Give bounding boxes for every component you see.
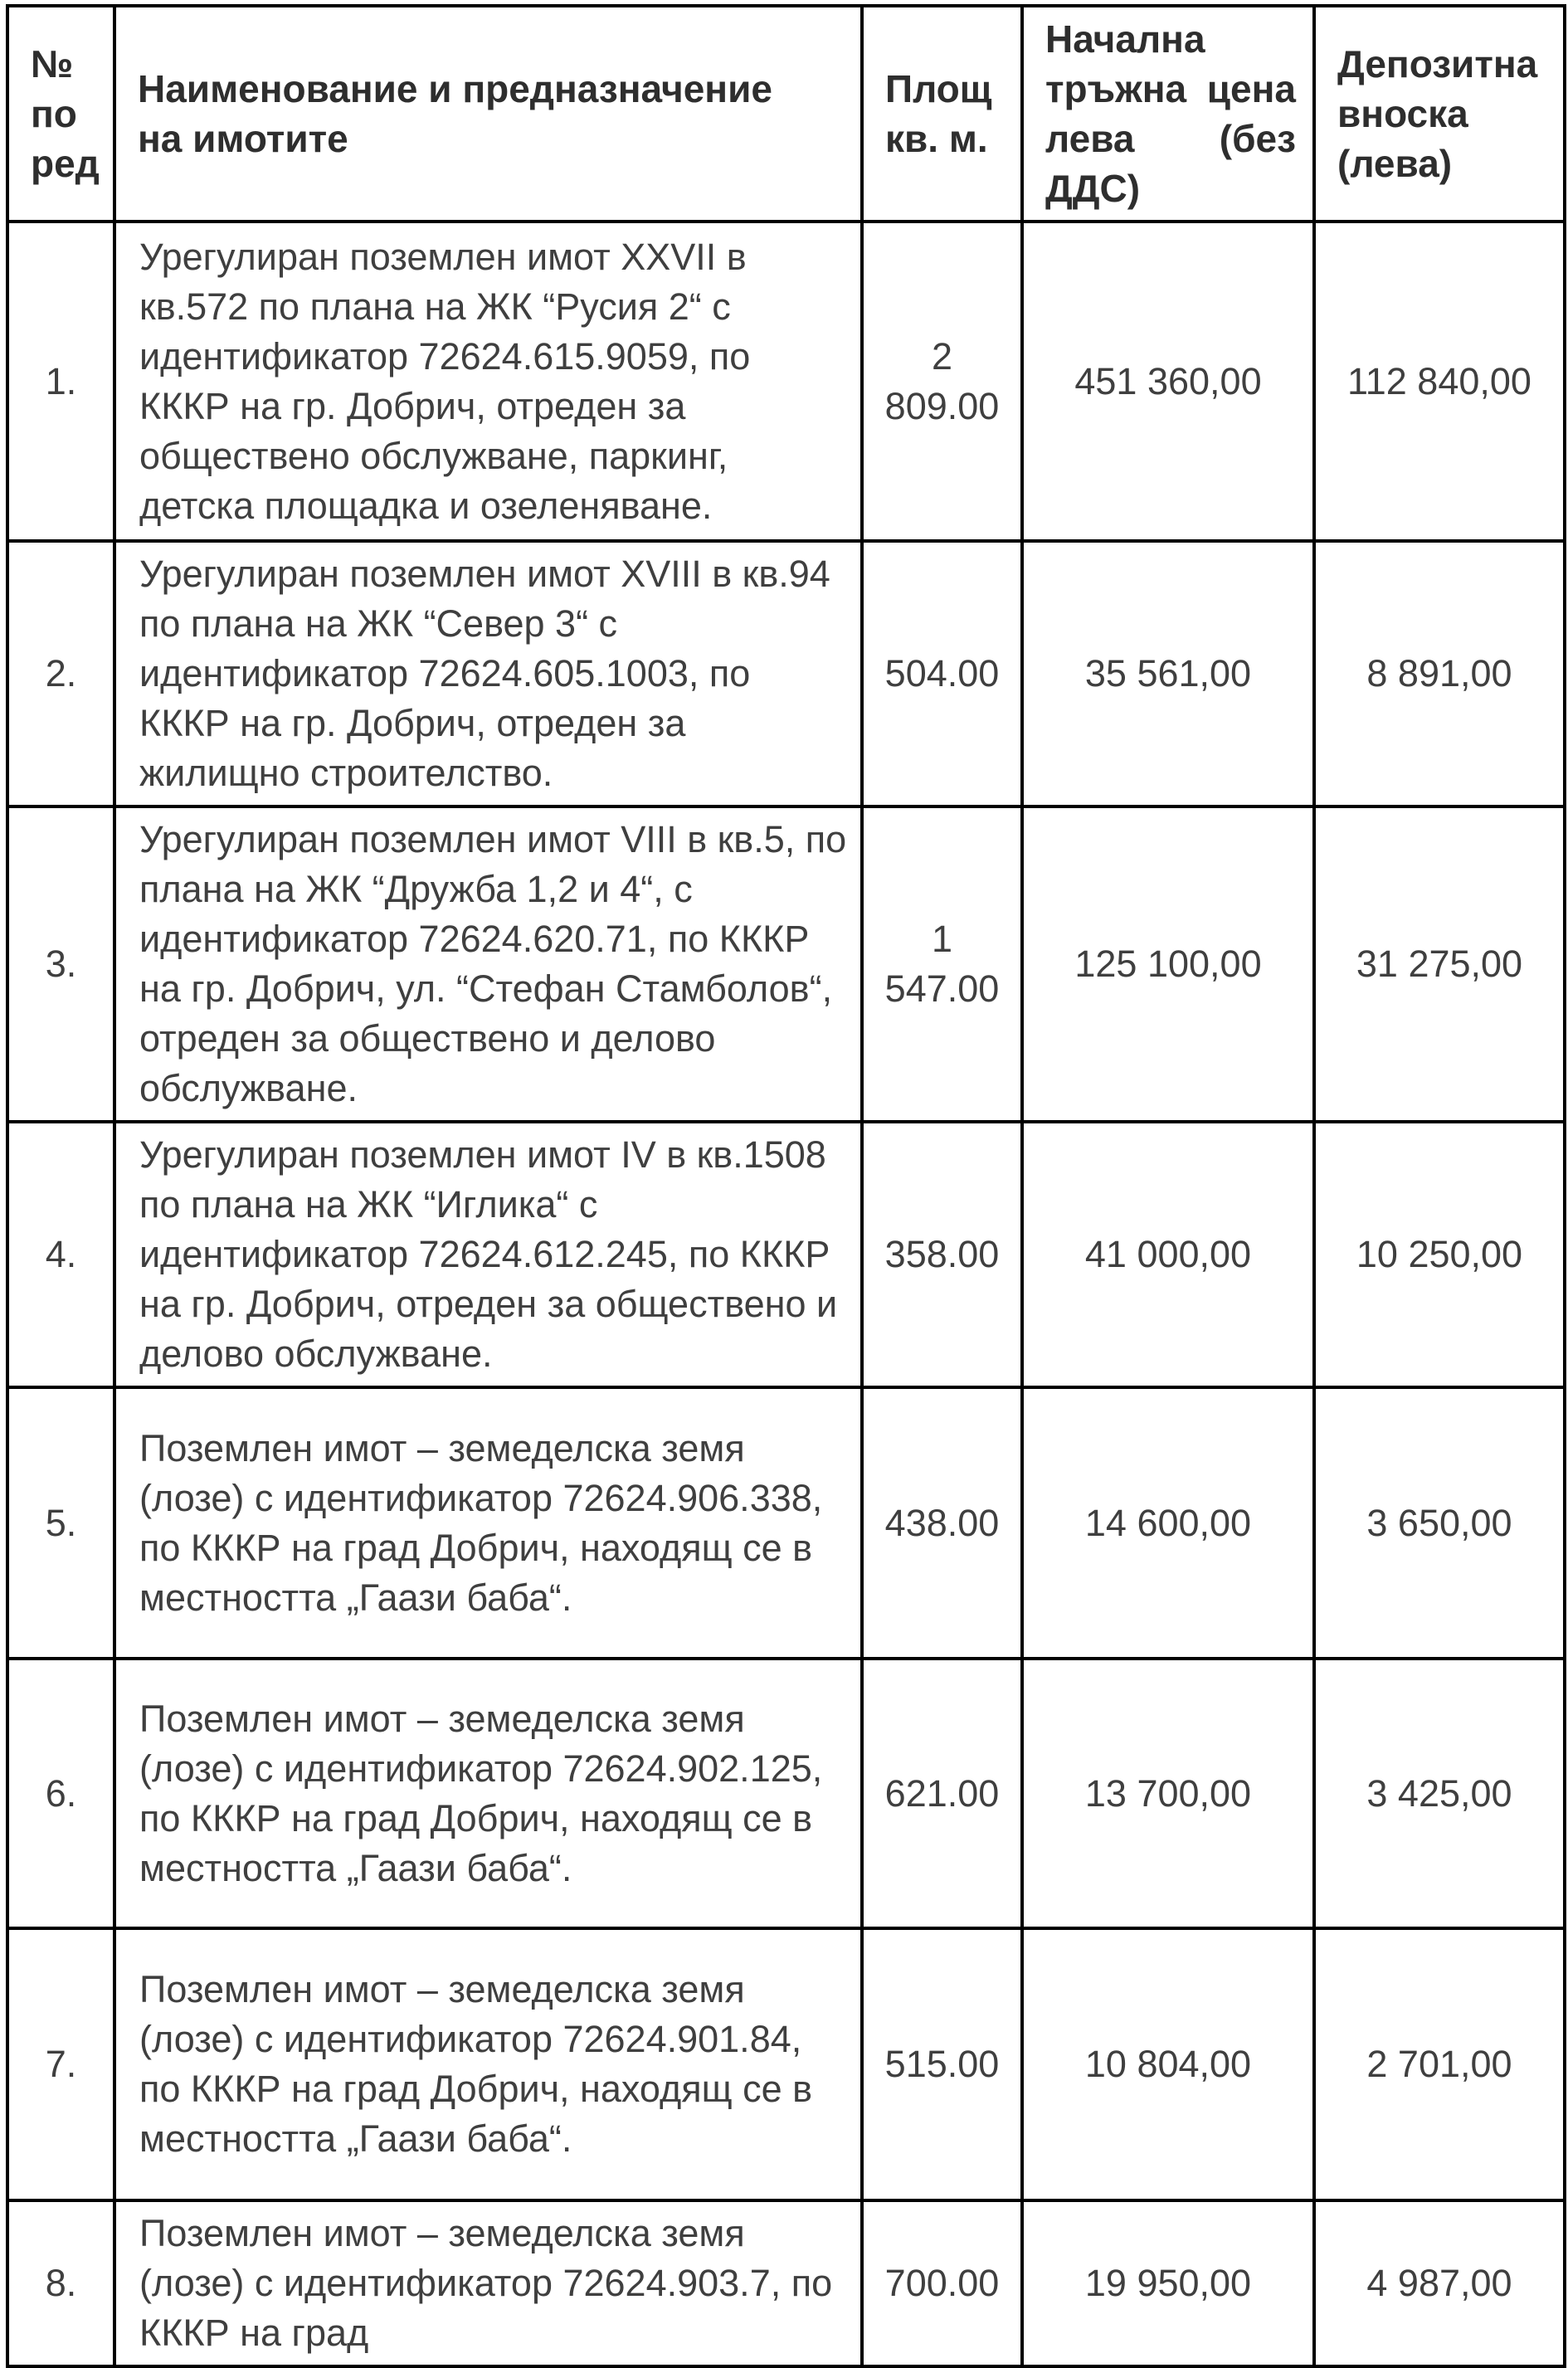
property-description-cell: Урегулиран поземлен имот XVIII в кв.94 по плана на ЖК “Север 3“ с идентификатор 72624.605.1003, по КККР на гр. Добрич, отреден за жилищно строителство. (114, 541, 862, 806)
price-cell: 41 000,00 (1022, 1122, 1314, 1387)
price-cell: 451 360,00 (1022, 222, 1314, 541)
deposit-cell: 8 891,00 (1314, 541, 1565, 806)
deposit-cell: 3 650,00 (1314, 1387, 1565, 1659)
properties-auction-table (6, 4, 1566, 2368)
price-cell: 125 100,00 (1022, 806, 1314, 1122)
table-row (7, 541, 1565, 806)
area-cell: 438.00 (862, 1387, 1022, 1659)
property-description-cell: Урегулиран поземлен имот IV в кв.1508 по плана на ЖК “Иглика“ с идентификатор 72624.612.245, по КККР на гр. Добрич, отреден за обществено и делово обслужване. (114, 1122, 862, 1387)
row-number-cell: 5. (7, 1387, 114, 1659)
property-description-cell: Урегулиран поземлен имот XXVII в кв.572 по плана на ЖК “Русия 2“ с идентификатор 72624.615.9059, по КККР на гр. Добрич, отреден за обществено обслужване, паркинг, детска площадка и озеленяване. (114, 222, 862, 541)
price-cell: 10 804,00 (1022, 1928, 1314, 2200)
table-row (7, 806, 1565, 1122)
header-deposit: Депозитна вноска (лева) (1314, 6, 1565, 222)
deposit-cell: 10 250,00 (1314, 1122, 1565, 1387)
row-number-cell: 4. (7, 1122, 114, 1387)
price-cell: 14 600,00 (1022, 1387, 1314, 1659)
property-description-cell: Поземлен имот – земеделска земя (лозе) с идентификатор 72624.903.7, по КККР на град (114, 2200, 862, 2366)
header-property-name: Наименование и предназначение на имотите (114, 6, 862, 222)
price-cell: 35 561,00 (1022, 541, 1314, 806)
property-description-cell: Поземлен имот – земеделска земя (лозе) с идентификатор 72624.902.125, по КККР на град Добрич, находящ се в местността „Гаази баба“. (114, 1659, 862, 1928)
price-cell: 13 700,00 (1022, 1659, 1314, 1928)
row-number-cell: 3. (7, 806, 114, 1122)
table-row (7, 1928, 1565, 2200)
row-number-cell: 7. (7, 1928, 114, 2200)
deposit-cell: 4 987,00 (1314, 2200, 1565, 2366)
area-cell: 1 547.00 (862, 806, 1022, 1122)
row-number-cell: 1. (7, 222, 114, 541)
area-cell: 515.00 (862, 1928, 1022, 2200)
table-row (7, 2200, 1565, 2366)
table-row (7, 222, 1565, 541)
table-row (7, 1387, 1565, 1659)
deposit-cell: 3 425,00 (1314, 1659, 1565, 1928)
property-description-cell: Урегулиран поземлен имот VIII в кв.5, по плана на ЖК “Дружба 1,2 и 4“, с идентификатор 72624.620.71, по КККР на гр. Добрич, ул. “Стефан Стамболов“, отреден за обществено и делово обслужване. (114, 806, 862, 1122)
table-header (7, 6, 1565, 222)
table-body (7, 222, 1565, 2366)
table-row (7, 1659, 1565, 1928)
area-cell: 621.00 (862, 1659, 1022, 1928)
header-area: Площ кв. м. (862, 6, 1022, 222)
property-description-cell: Поземлен имот – земеделска земя (лозе) с идентификатор 72624.901.84, по КККР на град Добрич, находящ се в местността „Гаази баба“. (114, 1928, 862, 2200)
deposit-cell: 112 840,00 (1314, 222, 1565, 541)
row-number-cell: 2. (7, 541, 114, 806)
row-number-cell: 6. (7, 1659, 114, 1928)
table-row (7, 1122, 1565, 1387)
area-cell: 358.00 (862, 1122, 1022, 1387)
price-cell: 19 950,00 (1022, 2200, 1314, 2366)
area-cell: 2 809.00 (862, 222, 1022, 541)
row-number-cell: 8. (7, 2200, 114, 2366)
header-row-number: № по ред (7, 6, 114, 222)
deposit-cell: 2 701,00 (1314, 1928, 1565, 2200)
area-cell: 504.00 (862, 541, 1022, 806)
header-starting-price: Начална тръжна цена лева (без ДДС) (1022, 6, 1314, 222)
area-cell: 700.00 (862, 2200, 1022, 2366)
deposit-cell: 31 275,00 (1314, 806, 1565, 1122)
header-row (7, 6, 1565, 222)
property-description-cell: Поземлен имот – земеделска земя (лозе) с идентификатор 72624.906.338, по КККР на град Добрич, находящ се в местността „Гаази баба“. (114, 1387, 862, 1659)
